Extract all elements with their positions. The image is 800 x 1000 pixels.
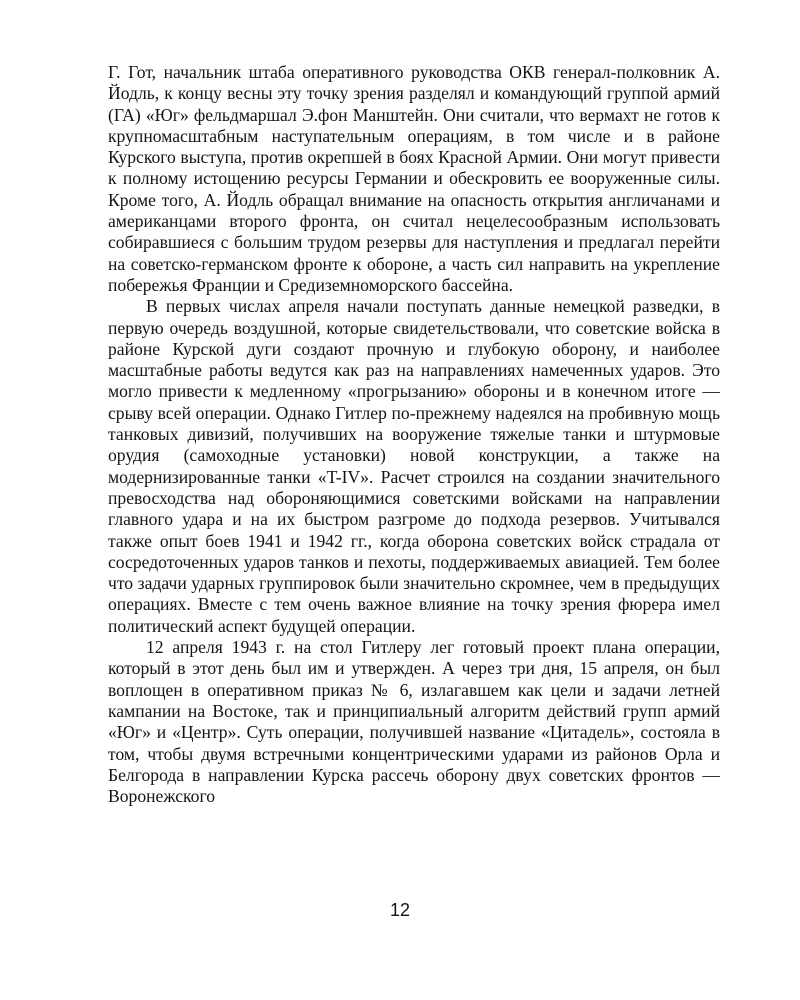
page-number: 12	[389, 900, 411, 920]
paragraph-3: 12 апреля 1943 г. на стол Гитлеру лег готовый проект плана операции, который в этот день был им и утвержден. А через три дня, 15 апреля, он был воплощен в оперативном приказ № 6, излагавшем как цели и задачи летней кампании на Востоке, так и принципиальный алгоритм действий групп армий «Юг» и «Центр». Суть операции, получившей название «Цитадель», состояла в том, чтобы двумя встречными концентрическими ударами из районов Орла и Белгорода в направлении Курска рассечь оборону двух советских фронтов — Воронежского	[108, 637, 720, 807]
paragraph-2: В первых числах апреля начали поступать данные немецкой разведки, в первую очередь воздушной, которые свидетельствовали, что советские войска в районе Курской дуги создают прочную и глубокую оборону, и наиболее масштабные работы ведутся как раз на направлениях намеченных ударов. Это могло привести к медленному «прогрызанию» обороны и в конечном итоге — срыву всей операции. Однако Гитлер по-прежнему надеялся на пробивную мощь танковых дивизий, получивших на вооружение тяжелые танки и штурмовые орудия (самоходные установки) новой конструкции, а также на модернизированные танки «T-IV». Расчет строился на создании значительного превосходства над обороняющимися советскими войсками на направлении главного удара и на их быстром разгроме до подхода резервов. Учитывался также опыт боев 1941 и 1942 гг., когда оборона советских войск страдала от сосредоточенных ударов танков и пехоты, поддерживаемых авиацией. Тем более что задачи ударных группировок были значительно скромнее, чем в предыдущих операциях. Вместе с тем очень важное влияние на точку зрения фюрера имел политический аспект будущей операции.	[108, 296, 720, 636]
page-body-text	[108, 62, 720, 807]
paragraph-1: Г. Гот, начальник штаба оперативного руководства ОКВ генерал-полковник А. Йодль, к концу весны эту точку зрения разделял и командующий группой армий (ГА) «Юг» фельдмаршал Э.фон Манштейн. Они считали, что вермахт не готов к крупномасштабным наступательным операциям, в том числе и в районе Курского выступа, против окрепшей в боях Красной Армии. Они могут привести к полному истощению ресурсы Германии и обескровить ее вооруженные силы. Кроме того, А. Йодль обращал внимание на опасность открытия англичанами и американцами второго фронта, он считал нецелесообразным использовать собиравшиеся с большим трудом резервы для наступления и предлагал перейти на советско-германском фронте к обороне, а часть сил направить на укрепление побережья Франции и Средиземноморского бассейна.	[108, 62, 720, 295]
